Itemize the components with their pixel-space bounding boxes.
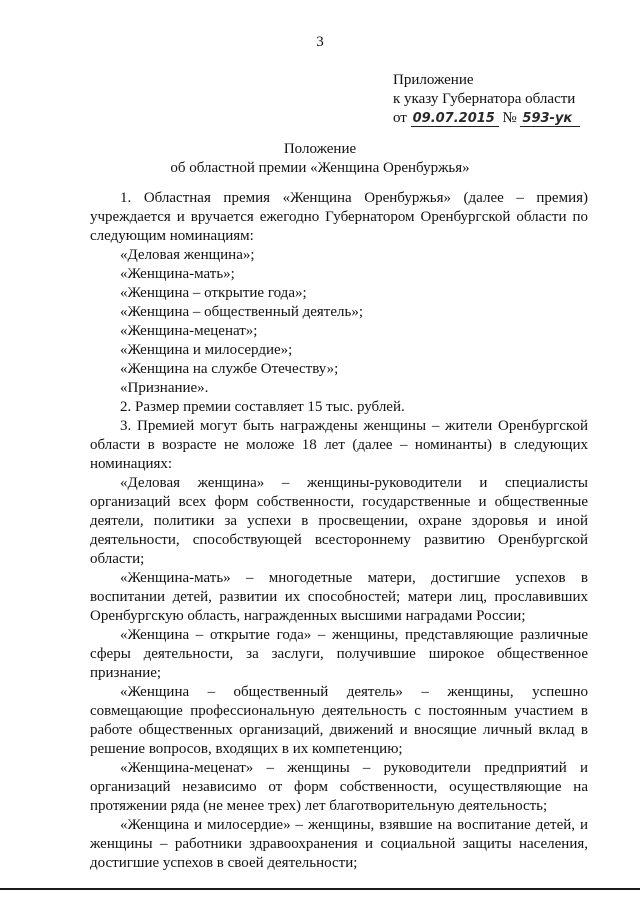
paragraph-3: 3. Премией могут быть награждены женщины – жители Оренбургской области в возрасте не моложе 18 лет (далее – номинанты) в следующих номинациях: <box>90 418 588 472</box>
page-number: 3 <box>316 34 324 50</box>
nomination-item: «Женщина – открытие года»; <box>120 285 307 301</box>
nomination-description: «Женщина-мать» – многодетные матери, достигшие успехов в воспитании детей, развитии их способностей; матери лиц, прославивших Оренбургскую область, награжденных высшими наградами России; <box>90 570 588 624</box>
nomination-description: «Женщина – открытие года» – женщины, представляющие различные сферы деятельности, за заслуги, получившие широкое общественное признание; <box>90 627 588 681</box>
appendix-block <box>393 71 580 128</box>
nomination-item: «Женщина-мать»; <box>120 266 235 282</box>
paragraph-1: 1. Областная премия «Женщина Оренбуржья» (далее – премия) учреждается и вручается ежегодно Губернатором Оренбургской области по следующим номинациям: <box>90 190 588 244</box>
bottom-rule <box>0 888 640 890</box>
appendix-line-3 <box>393 109 580 128</box>
appendix-from-label: от <box>393 110 407 126</box>
nomination-description: «Женщина – общественный деятель» – женщины, успешно совмещающие профессиональную деятельность с постоянным участием в работе общественных организаций, движений и вносящие личный вклад в решение вопросов, входящих в их компетенцию; <box>90 684 588 757</box>
nomination-item: «Женщина и милосердие»; <box>120 342 293 358</box>
nomination-item: «Деловая женщина»; <box>120 247 255 263</box>
appendix-line-1: Приложение <box>393 72 474 88</box>
nomination-description: «Женщина-меценат» – женщины – руководители предприятий и организаций независимо от форм собственности, осуществляющие на протяжении ряда (не менее трех) лет благотворительную деятельность; <box>90 760 588 814</box>
nomination-item: «Женщина – общественный деятель»; <box>120 304 364 320</box>
handwritten-number: 593-ук <box>520 111 580 127</box>
nomination-description: «Женщина и милосердие» – женщины, взявшие на воспитание детей, и женщины – работники здравоохранения и социальной защиты населения, достигшие успехов в своей деятельности; <box>90 817 588 871</box>
handwritten-date: 09.07.2015 <box>411 111 499 127</box>
nomination-item: «Женщина-меценат»; <box>120 323 258 339</box>
nomination-item: «Признание». <box>120 380 209 396</box>
appendix-line-2: к указу Губернатора области <box>393 91 576 107</box>
document-title <box>0 140 640 178</box>
title-line-1: Положение <box>283 141 357 157</box>
nomination-item: «Женщина на службе Отечеству»; <box>120 361 339 377</box>
title-line-2: об областной премии «Женщина Оренбуржья» <box>170 160 470 176</box>
nomination-description: «Деловая женщина» – женщины-руководители и специалисты организаций всех форм собственности, государственные и общественные деятели, политики за успехи в просвещении, охране здоровья и иной деятельности, способствующей всестороннему развитию Оренбургской области; <box>90 475 588 567</box>
paragraph-2: 2. Размер премии составляет 15 тыс. рублей. <box>120 399 405 415</box>
document-body <box>90 189 588 873</box>
number-sign: № <box>502 110 517 126</box>
